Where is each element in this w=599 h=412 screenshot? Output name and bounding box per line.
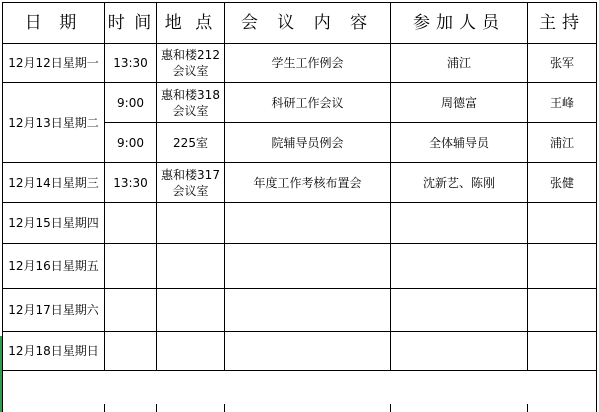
place-cell: 225室 [173, 135, 208, 150]
content-cell: 年度工作考核布置会 [253, 175, 362, 190]
date-cell: 12月15日星期四 [8, 216, 99, 230]
date-cell: 12月16日星期五 [8, 259, 99, 273]
header-date: 日 期 [24, 13, 83, 33]
date-cell: 12月12日星期一 [8, 56, 99, 70]
host-cell: 张健 [549, 175, 574, 190]
header-content: 会 议 内 容 [240, 13, 375, 33]
place-cell: 惠和楼212 会议室 [161, 48, 220, 78]
attendees-cell: 周德富 [440, 95, 477, 110]
time-cell: 9:00 [117, 95, 144, 110]
date-cell: 12月17日星期六 [8, 303, 99, 317]
content-cell: 科研工作会议 [271, 95, 344, 110]
date-cell: 12月18日星期日 [8, 344, 99, 358]
date-cell: 12月13日星期二 [8, 115, 99, 130]
header-time: 时 间 [107, 13, 154, 33]
header-host: 主持 [539, 13, 585, 33]
header-place: 地 点 [164, 13, 217, 33]
host-cell: 张军 [549, 56, 574, 70]
attendees-cell: 浦江 [446, 56, 471, 70]
content-cell: 院辅导员例会 [271, 135, 344, 150]
host-cell: 王峰 [549, 95, 574, 110]
attendees-cell: 全体辅导员 [428, 135, 489, 150]
date-cell: 12月14日星期三 [8, 175, 99, 190]
attendees-cell: 沈新艺、陈刚 [422, 175, 495, 190]
header-attendees: 参加人员 [413, 13, 505, 33]
host-cell: 浦江 [549, 135, 574, 150]
time-cell: 13:30 [113, 175, 148, 190]
content-cell: 学生工作例会 [271, 56, 344, 70]
place-cell: 惠和楼318 会议室 [161, 87, 220, 118]
place-cell: 惠和楼317 会议室 [161, 167, 220, 198]
time-cell: 13:30 [113, 56, 148, 70]
time-cell: 9:00 [117, 135, 144, 150]
